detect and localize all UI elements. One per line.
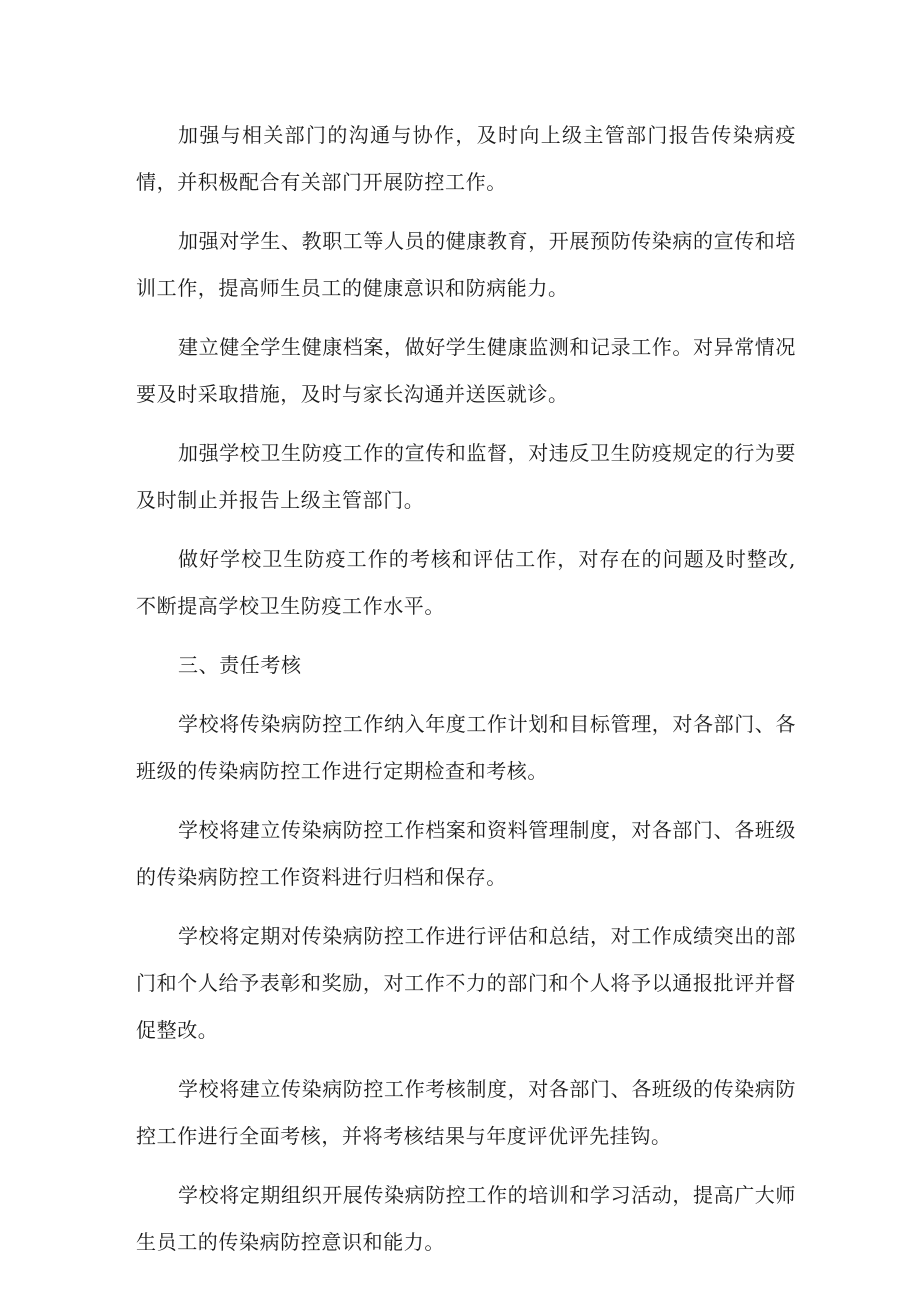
paragraph-6: 学校将传染病防控工作纳入年度工作计划和目标管理，对各部门、各班级的传染病防控工作进行定期检查和考核。 [136,712,796,783]
paragraph-10: 学校将定期组织开展传染病防控工作的培训和学习活动，提高广大师生员工的传染病防控意识和能力。 [136,1183,796,1254]
paragraph-1: 加强与相关部门的沟通与协作，及时向上级主管部门报告传染病疫情，并积极配合有关部门开展防控工作。 [136,123,796,194]
paragraph-3: 建立健全学生健康档案，做好学生健康监测和记录工作。对异常情况要及时采取措施，及时与家长沟通并送医就诊。 [136,335,796,406]
paragraph-5: 做好学校卫生防疫工作的考核和评估工作，对存在的问题及时整改,不断提高学校卫生防疫工作水平。 [136,547,796,618]
paragraph-8: 学校将定期对传染病防控工作进行评估和总结，对工作成绩突出的部门和个人给予表彰和奖励，对工作不力的部门和个人将予以通报批评并督促整改。 [136,924,796,1042]
paragraph-4: 加强学校卫生防疫工作的宣传和监督，对违反卫生防疫规定的行为要及时制止并报告上级主管部门。 [136,441,796,512]
paragraph-7: 学校将建立传染病防控工作档案和资料管理制度，对各部门、各班级的传染病防控工作资料进行归档和保存。 [136,818,796,889]
paragraph-9: 学校将建立传染病防控工作考核制度，对各部门、各班级的传染病防控工作进行全面考核，并将考核结果与年度评优评先挂钩。 [136,1077,796,1148]
paragraph-2: 加强对学生、教职工等人员的健康教育，开展预防传染病的宣传和培训工作，提高师生员工的健康意识和防病能力。 [136,229,796,300]
section-heading: 三、责任考核 [178,653,302,677]
document-body [136,112,796,1278]
